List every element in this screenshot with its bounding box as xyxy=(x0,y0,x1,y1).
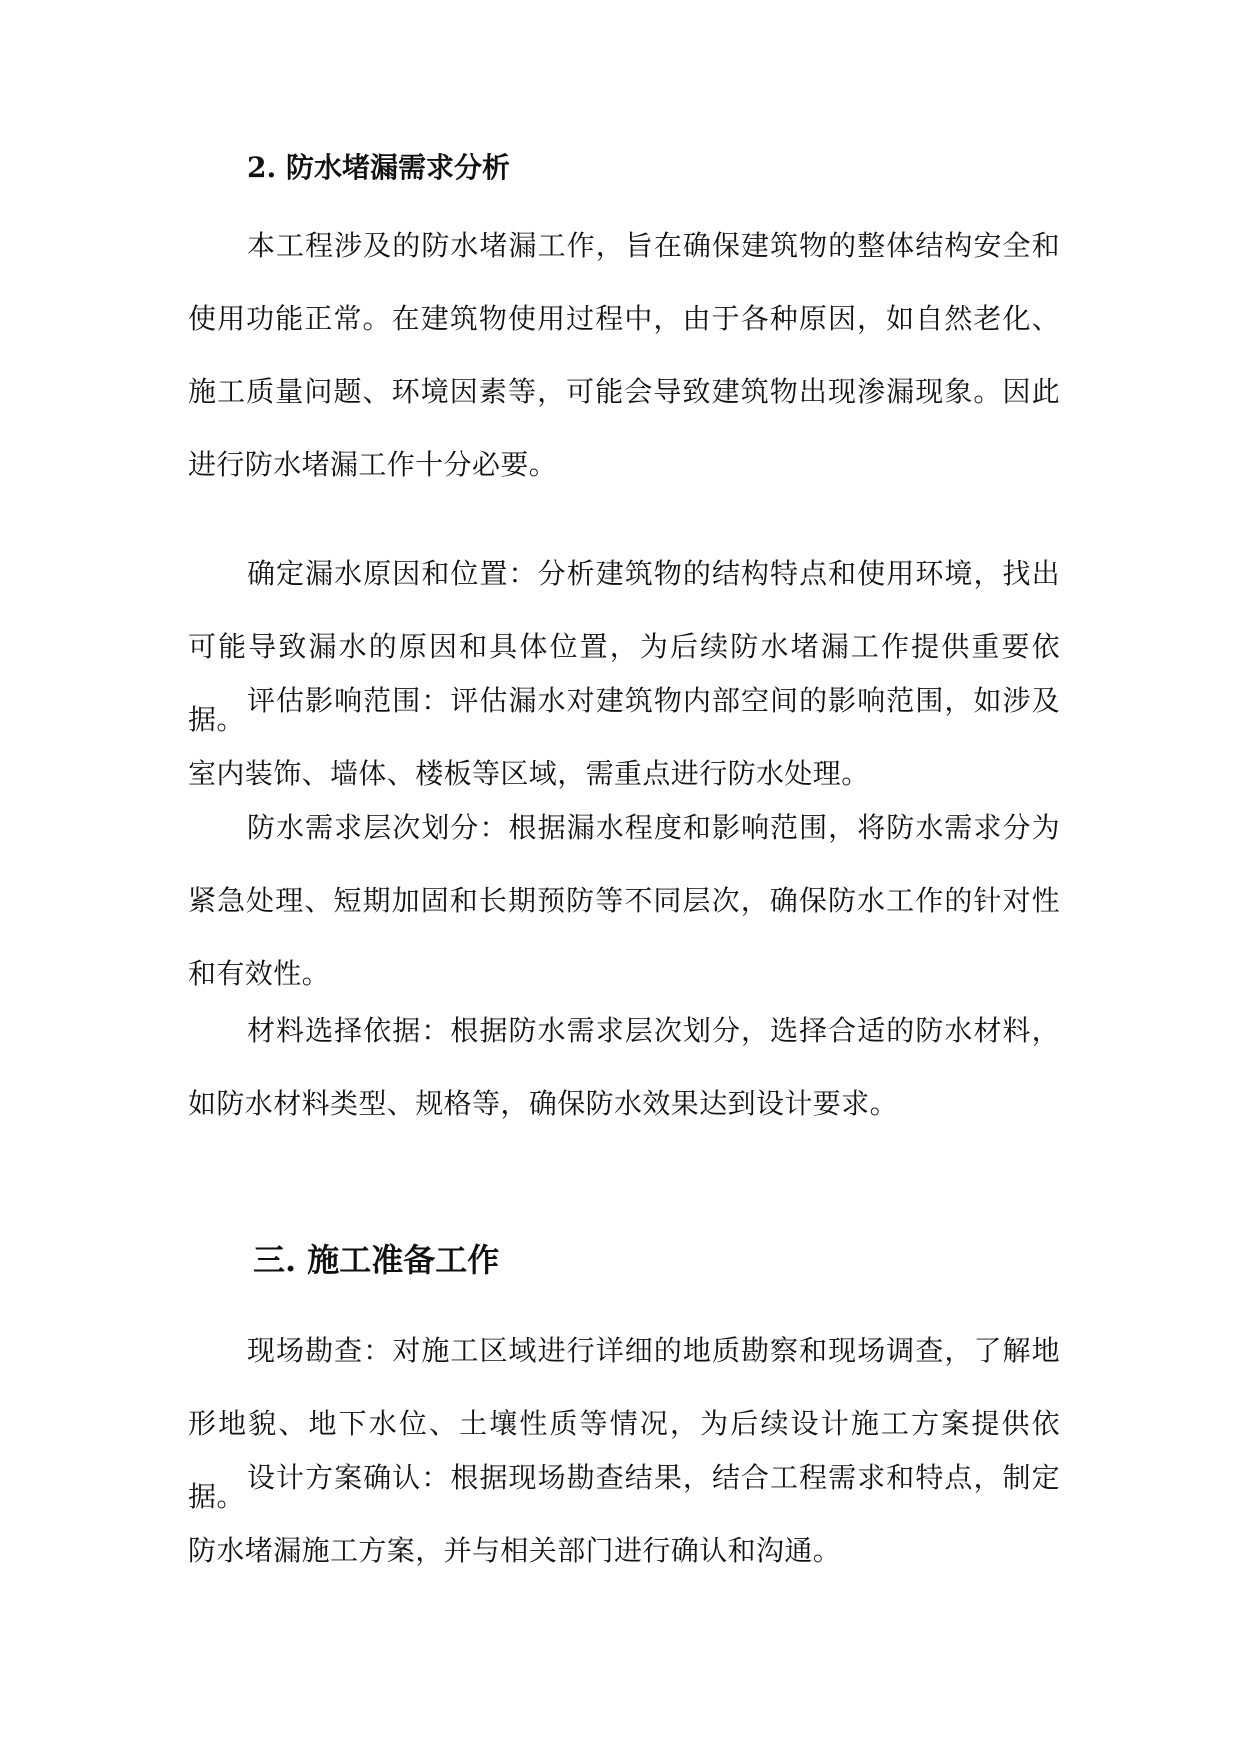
section-3-paragraph-design-confirmation: 设计方案确认：根据现场勘查结果，结合工程需求和特点，制定防水堵漏施工方案，并与相关部门进行确认和沟通。 xyxy=(188,1461,1060,1567)
section-2-heading: 2. 防水堵漏需求分析 xyxy=(247,151,510,184)
section-2-paragraph-intro: 本工程涉及的防水堵漏工作，旨在确保建筑物的整体结构安全和使用功能正常。在建筑物使用过程中，由于各种原因，如自然老化、施工质量问题、环境因素等，可能会导致建筑物出现渗漏现象。因此进行防水堵漏工作十分必要。 xyxy=(188,229,1060,481)
section-3-heading: 三. 施工准备工作 xyxy=(253,1241,500,1279)
section-3-paragraph-site-survey: 现场勘查：对施工区域进行详细的地质勘察和现场调查，了解地形地貌、地下水位、土壤性质等情况，为后续设计施工方案提供依据。 xyxy=(188,1334,1060,1513)
section-2-paragraph-impact-scope: 评估影响范围：评估漏水对建筑物内部空间的影响范围，如涉及室内装饰、墙体、楼板等区域，需重点进行防水处理。 xyxy=(188,684,1060,790)
section-2-paragraph-demand-levels: 防水需求层次划分：根据漏水程度和影响范围，将防水需求分为紧急处理、短期加固和长期预防等不同层次，确保防水工作的针对性和有效性。 xyxy=(188,811,1060,990)
section-2-paragraph-material-basis: 材料选择依据：根据防水需求层次划分，选择合适的防水材料，如防水材料类型、规格等，确保防水效果达到设计要求。 xyxy=(188,1014,1060,1120)
section-2-paragraph-leak-cause: 确定漏水原因和位置：分析建筑物的结构特点和使用环境，找出可能导致漏水的原因和具体位置，为后续防水堵漏工作提供重要依据。 xyxy=(188,557,1060,736)
